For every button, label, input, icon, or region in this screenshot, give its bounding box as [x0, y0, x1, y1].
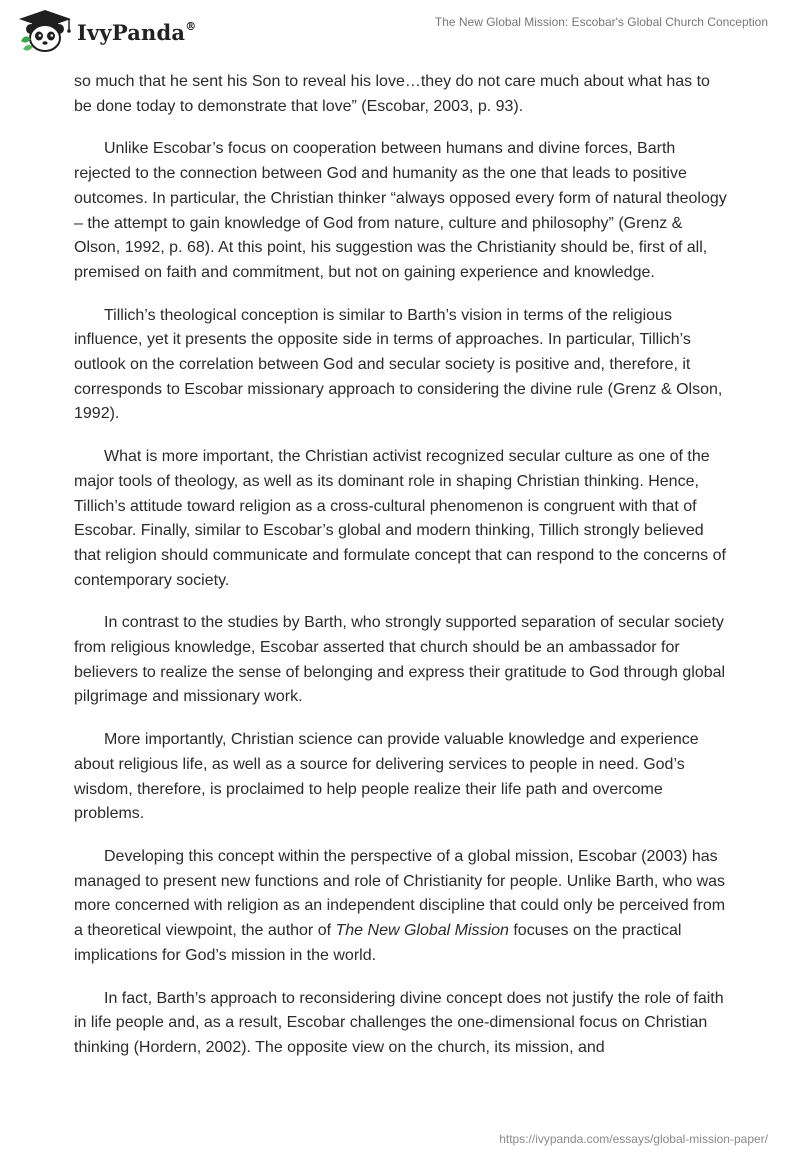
document-title: The New Global Mission: Escobar's Global Church Conception: [434, 15, 768, 29]
paragraph: Tillich’s theological conception is similar to Barth’s vision in terms of the religious influence, yet it presents the opposite side in terms of approaches. In particular, Tillich’s outlook on the correlation between God and secular society is positive and, therefore, it corresponds to Escobar missionary approach to considering the divine rule (Grenz & Olson, 1992).: [74, 306, 723, 423]
paragraph-text: Developing this concept within the perspective of a global mission, Escobar (2003) has managed to present new functions and role of Christianity for people. Unlike Barth, who was more concerned with religion as an independent discipline that could only be perceived from a theoretical viewpoint, the author of: [74, 847, 726, 940]
paragraph: More importantly, Christian science can provide valuable knowledge and experience about religious life, as well as a source for delivering services to people in need. God’s wisdom, therefore, is proclaimed to help people realize their life path and overcome problems.: [74, 731, 699, 823]
paragraph: [74, 845, 730, 969]
registered-mark: ®: [185, 20, 197, 33]
page-header: [0, 0, 800, 62]
essay-body: [74, 70, 730, 1079]
paragraph: What is more important, the Christian activist recognized secular culture as one of the major tools of theology, as well as its dominant role in shaping Christian thinking. Hence, Tillich’s attitude toward religion as a cross-cultural phenomenon is congruent with that of Escobar. Finally, similar to Escobar’s global and modern thinking, Tillich strongly believed that religion should communicate and formulate concept that can respond to the concerns of contemporary society.: [74, 448, 726, 589]
ivypanda-logo[interactable]: [15, 9, 197, 53]
panda-graduate-icon: [15, 9, 75, 53]
paragraph: so much that he sent his Son to reveal his love…they do not care much about what has to be done today to demonstrate that love” (Escobar, 2003, p. 93).: [74, 73, 710, 115]
book-title: The New Global Mission: [335, 922, 509, 940]
paragraph-text: focuses on the practical implications for God’s mission in the world.: [74, 922, 682, 964]
source-url[interactable]: https://ivypanda.com/essays/global-mission-paper/: [499, 1132, 768, 1146]
brand-text: IvyPanda: [77, 20, 186, 45]
paragraph: In contrast to the studies by Barth, who strongly supported separation of secular society from religious knowledge, Escobar asserted that church should be an ambassador for believers to realize the sense of belonging and express their gratitude to God through global pilgrimage and missionary work.: [74, 614, 726, 706]
brand-name: [77, 20, 196, 45]
paragraph: Unlike Escobar’s focus on cooperation between humans and divine forces, Barth rejected to the connection between God and humanity as the one that leads to positive outcomes. In particular, the Christian thinker “always opposed every form of natural theology – the attempt to gain knowledge of God from nature, culture and philosophy” (Grenz & Olson, 1992, p. 68). At this point, his suggestion was the Christianity should be, first of all, premised on faith and commitment, but not on gaining experience and knowledge.: [74, 140, 727, 281]
paragraph: In fact, Barth’s approach to reconsidering divine concept does not justify the role of faith in life people and, as a result, Escobar challenges the one-dimensional focus on Christian thinking (Hordern, 2002). The opposite view on the church, its mission, and: [74, 989, 724, 1056]
